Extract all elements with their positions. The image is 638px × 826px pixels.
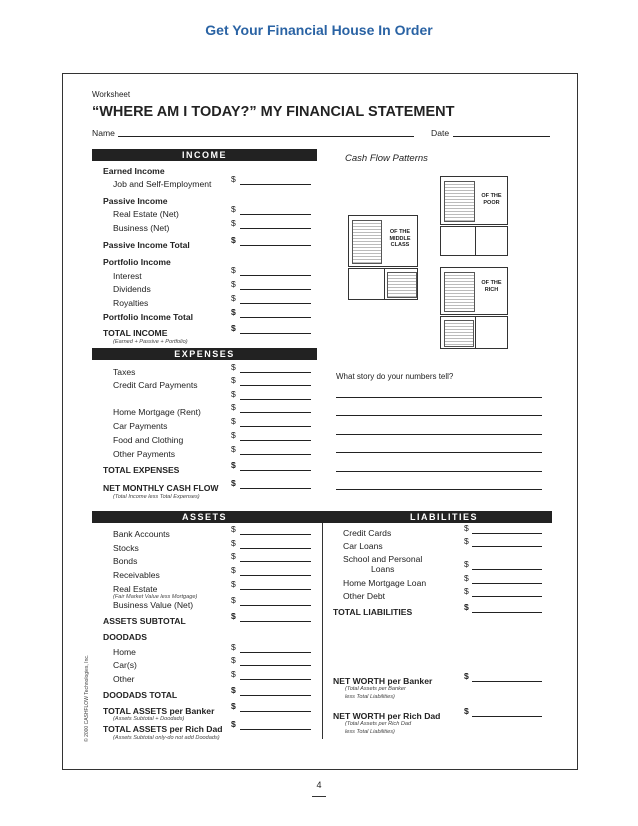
total-income-label: TOTAL INCOME [103, 328, 168, 338]
bank-accounts-dollar-sign: $ [231, 524, 236, 534]
net-worth-richdad-label: NET WORTH per Rich Dad [333, 711, 441, 721]
car-payments-dollar-sign: $ [231, 416, 236, 426]
stocks-amount-field[interactable] [240, 548, 311, 549]
net-worth-richdad-amount-field[interactable] [472, 716, 542, 717]
story-line-4[interactable] [336, 452, 542, 453]
extra-expense-amount-field[interactable] [240, 399, 311, 400]
food-clothing-dollar-sign: $ [231, 430, 236, 440]
net-worth-richdad-dollar-sign: $ [464, 706, 469, 716]
cashflow-diagram-poor [440, 176, 508, 256]
credit-cards-liability-amount-field[interactable] [472, 533, 542, 534]
story-line-6[interactable] [336, 489, 542, 490]
story-line-2[interactable] [336, 415, 542, 416]
school-loans-dollar-sign: $ [464, 559, 469, 569]
poor-label: OF THE POOR [481, 193, 502, 206]
other-debt-dollar-sign: $ [464, 586, 469, 596]
net-cashflow-label: NET MONTHLY CASH FLOW [103, 483, 219, 493]
doodads-home-amount-field[interactable] [240, 652, 311, 653]
net-worth-richdad-note-2: less Total Liabilities) [345, 729, 395, 735]
job-label: Job and Self-Employment [113, 179, 212, 189]
passive-business-label: Business (Net) [113, 223, 170, 233]
home-mortgage-loan-dollar-sign: $ [464, 573, 469, 583]
total-assets-banker-note: (Assets Subtotal + Doodads) [113, 716, 185, 722]
stocks-label: Stocks [113, 543, 139, 553]
worksheet-kicker: Worksheet [92, 90, 131, 99]
passive-total-amount-field[interactable] [240, 245, 311, 246]
net-worth-banker-amount-field[interactable] [472, 681, 542, 682]
receivables-amount-field[interactable] [240, 575, 311, 576]
home-mortgage-amount-field[interactable] [240, 412, 311, 413]
extra-expense-dollar-sign: $ [231, 389, 236, 399]
assets-header: ASSETS [181, 512, 227, 522]
bank-accounts-amount-field[interactable] [240, 534, 311, 535]
cashflow-diagram-rich [440, 267, 508, 349]
stocks-dollar-sign: $ [231, 538, 236, 548]
page-number: 4 [316, 780, 322, 790]
royalties-label: Royalties [113, 298, 149, 308]
bank-accounts-label: Bank Accounts [113, 529, 170, 539]
other-payments-dollar-sign: $ [231, 444, 236, 454]
doodads-total-label: DOODADS TOTAL [103, 690, 178, 700]
job-dollar-sign: $ [231, 174, 236, 184]
doodads-total-amount-field[interactable] [240, 695, 311, 696]
expenses-header: EXPENSES [92, 348, 317, 360]
school-loans-amount-field[interactable] [472, 569, 542, 570]
dividends-amount-field[interactable] [240, 289, 311, 290]
passive-total-label: Passive Income Total [103, 240, 190, 250]
net-worth-banker-dollar-sign: $ [464, 671, 469, 681]
real-estate-asset-note: (Fair Market Value less Mortgage) [113, 594, 198, 600]
total-income-note: (Earned + Passive + Portfolio) [113, 339, 188, 345]
passive-real-estate-label: Real Estate (Net) [113, 209, 179, 219]
net-worth-banker-label: NET WORTH per Banker [333, 676, 433, 686]
passive-real-estate-dollar-sign: $ [231, 204, 236, 214]
doodads-home-dollar-sign: $ [231, 642, 236, 652]
cashflow-diagram-middle [348, 215, 418, 300]
other-payments-amount-field[interactable] [240, 454, 311, 455]
car-payments-label: Car Payments [113, 421, 168, 431]
food-clothing-label: Food and Clothing [113, 435, 184, 445]
job-amount-field[interactable] [240, 184, 311, 185]
credit-cards-liability-dollar-sign: $ [464, 523, 469, 533]
middle-balance-sheet [348, 268, 418, 300]
interest-amount-field[interactable] [240, 275, 311, 276]
worksheet-title: “WHERE AM I TODAY?” MY FINANCIAL STATEMENT [92, 104, 455, 120]
poor-balance-sheet [440, 226, 508, 256]
net-worth-banker-note-1: (Total Assets per Banker [345, 686, 406, 692]
assets-subtotal-label: ASSETS SUBTOTAL [103, 616, 186, 626]
car-loans-label: Car Loans [343, 541, 383, 551]
name-label: Name [92, 128, 115, 138]
doodads-home-label: Home [113, 647, 136, 657]
interest-label: Interest [113, 271, 142, 281]
copyright-notice: © 2000 CASHFLOW Technologies, Inc. [84, 654, 90, 742]
real-estate-asset-label: Real Estate [113, 584, 158, 594]
passive-total-dollar-sign: $ [231, 235, 236, 245]
total-expenses-amount-field[interactable] [240, 470, 311, 471]
total-assets-banker-dollar-sign: $ [231, 701, 236, 711]
total-income-amount-field[interactable] [240, 333, 311, 334]
passive-business-amount-field[interactable] [240, 228, 311, 229]
cashflow-patterns-title: Cash Flow Patterns [345, 153, 428, 164]
portfolio-total-label: Portfolio Income Total [103, 312, 194, 322]
net-cashflow-dollar-sign: $ [231, 478, 236, 488]
business-value-dollar-sign: $ [231, 595, 236, 605]
middle-class-label: OF THE MIDDLE CLASS [389, 229, 411, 248]
receivables-dollar-sign: $ [231, 565, 236, 575]
portfolio-total-amount-field[interactable] [240, 317, 311, 318]
car-loans-amount-field[interactable] [472, 546, 542, 547]
date-field[interactable] [453, 128, 550, 137]
page-header-title: Get Your Financial House In Order [205, 22, 433, 38]
doodads-heading: DOODADS [103, 632, 147, 642]
bonds-label: Bonds [113, 556, 138, 566]
royalties-dollar-sign: $ [231, 293, 236, 303]
interest-dollar-sign: $ [231, 265, 236, 275]
story-line-1[interactable] [336, 397, 542, 398]
bonds-amount-field[interactable] [240, 561, 311, 562]
home-mortgage-loan-amount-field[interactable] [472, 583, 542, 584]
total-assets-richdad-amount-field[interactable] [240, 729, 311, 730]
total-assets-richdad-label: TOTAL ASSETS per Rich Dad [103, 724, 223, 734]
net-worth-banker-note-2: less Total Liabilities) [345, 694, 395, 700]
home-mortgage-loan-label: Home Mortgage Loan [343, 578, 427, 588]
taxes-amount-field[interactable] [240, 372, 311, 373]
total-expenses-label: TOTAL EXPENSES [103, 465, 180, 475]
name-field[interactable] [118, 128, 414, 137]
story-line-5[interactable] [336, 471, 542, 472]
other-payments-label: Other Payments [113, 449, 176, 459]
doodads-cars-amount-field[interactable] [240, 665, 311, 666]
total-income-dollar-sign: $ [231, 323, 236, 333]
total-liabilities-amount-field[interactable] [472, 612, 542, 613]
credit-card-payments-amount-field[interactable] [240, 385, 311, 386]
other-debt-label: Other Debt [343, 591, 386, 601]
home-mortgage-dollar-sign: $ [231, 402, 236, 412]
business-value-amount-field[interactable] [240, 605, 311, 606]
real-estate-asset-amount-field[interactable] [240, 589, 311, 590]
story-question: What story do your numbers tell? [336, 372, 454, 381]
dividends-label: Dividends [113, 284, 151, 294]
rich-balance-sheet [440, 316, 508, 349]
column-divider [322, 523, 323, 739]
net-cashflow-note: (Total Income less Total Expenses) [113, 494, 200, 500]
home-mortgage-label: Home Mortgage (Rent) [113, 407, 201, 417]
bonds-dollar-sign: $ [231, 551, 236, 561]
earned-income-heading: Earned Income [103, 166, 165, 176]
assets-subtotal-dollar-sign: $ [231, 611, 236, 621]
doodads-other-amount-field[interactable] [240, 679, 311, 680]
real-estate-asset-dollar-sign: $ [231, 579, 236, 589]
car-payments-amount-field[interactable] [240, 426, 311, 427]
business-value-label: Business Value (Net) [113, 600, 194, 610]
portfolio-income-heading: Portfolio Income [103, 257, 171, 267]
liabilities-header: LIABILITIES [410, 512, 478, 522]
total-assets-banker-label: TOTAL ASSETS per Banker [103, 706, 215, 716]
credit-card-payments-label: Credit Card Payments [113, 380, 198, 390]
date-label: Date [431, 128, 450, 138]
assets-subtotal-amount-field[interactable] [240, 621, 311, 622]
dividends-dollar-sign: $ [231, 279, 236, 289]
portfolio-total-dollar-sign: $ [231, 307, 236, 317]
total-liabilities-dollar-sign: $ [464, 602, 469, 612]
royalties-amount-field[interactable] [240, 303, 311, 304]
total-assets-richdad-note: (Assets Subtotal only-do not add Doodads) [113, 735, 220, 741]
passive-business-dollar-sign: $ [231, 218, 236, 228]
taxes-label: Taxes [113, 367, 136, 377]
doodads-other-dollar-sign: $ [231, 669, 236, 679]
food-clothing-amount-field[interactable] [240, 440, 311, 441]
income-header: INCOME [92, 149, 317, 161]
passive-income-heading: Passive Income [103, 196, 168, 206]
school-loans-label-line2: Loans [371, 564, 395, 574]
total-expenses-dollar-sign: $ [231, 460, 236, 470]
taxes-dollar-sign: $ [231, 362, 236, 372]
doodads-cars-dollar-sign: $ [231, 655, 236, 665]
school-loans-label-line1: School and Personal [343, 554, 423, 564]
total-liabilities-label: TOTAL LIABILITIES [333, 607, 413, 617]
credit-cards-liability-label: Credit Cards [343, 528, 392, 538]
doodads-other-label: Other [113, 674, 135, 684]
net-worth-richdad-note-1: (Total Assets per Rich Dad [345, 721, 412, 727]
rich-label: OF THE RICH [481, 280, 502, 293]
doodads-cars-label: Car(s) [113, 660, 137, 670]
total-assets-banker-amount-field[interactable] [240, 711, 311, 712]
credit-card-payments-dollar-sign: $ [231, 375, 236, 385]
story-line-3[interactable] [336, 434, 542, 435]
receivables-label: Receivables [113, 570, 160, 580]
passive-real-estate-amount-field[interactable] [240, 214, 311, 215]
page-number-underline [312, 796, 326, 797]
total-assets-richdad-dollar-sign: $ [231, 719, 236, 729]
car-loans-dollar-sign: $ [464, 536, 469, 546]
other-debt-amount-field[interactable] [472, 596, 542, 597]
doodads-total-dollar-sign: $ [231, 685, 236, 695]
net-cashflow-amount-field[interactable] [240, 488, 311, 489]
